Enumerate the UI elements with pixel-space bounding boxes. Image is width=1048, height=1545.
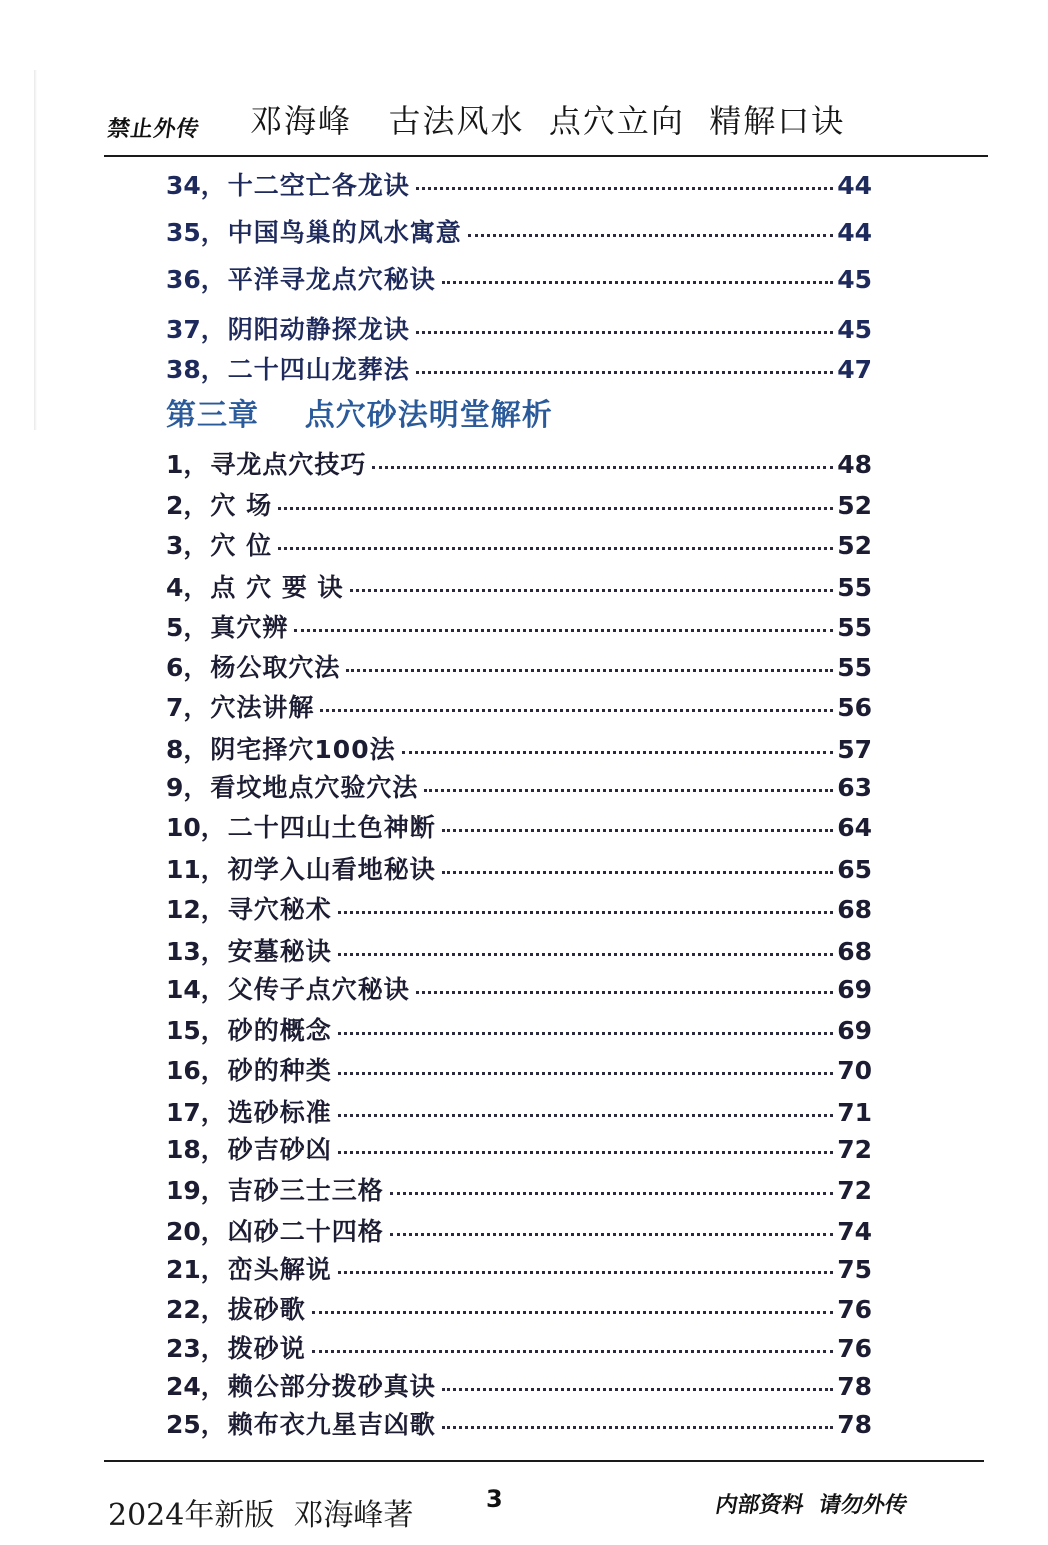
- toc-entry: [166, 486, 872, 522]
- toc-entry-number: 8，: [166, 735, 209, 764]
- toc-dot-leader: [338, 953, 833, 956]
- toc-dot-leader: [346, 669, 833, 672]
- toc-entry: [166, 1212, 872, 1248]
- toc-entry-page: 72: [837, 1176, 872, 1205]
- footer-notice: 内部资料 请勿外传: [713, 1492, 910, 1518]
- toc-entry: [166, 350, 872, 386]
- toc-entry-number: 35，: [166, 218, 226, 247]
- toc-entry: [166, 526, 872, 562]
- toc-entry: [166, 648, 872, 684]
- toc-entry: [166, 688, 872, 724]
- toc-entry-page: 68: [837, 895, 872, 924]
- toc-entry-number: 5，: [166, 613, 209, 642]
- toc-dot-leader: [416, 991, 833, 994]
- toc-entry-number: 20，: [166, 1217, 226, 1246]
- toc-entry-title: 赖布衣九星吉凶歌: [227, 1410, 436, 1439]
- toc-dot-leader: [338, 1151, 833, 1154]
- toc-dot-leader: [294, 629, 833, 632]
- toc-entry: [166, 850, 872, 886]
- toc-entry-title: 穴法讲解: [210, 693, 315, 722]
- toc-entry: [166, 1367, 872, 1403]
- toc-entry-page: 52: [837, 491, 872, 520]
- header-title: 邓海峰 古法风水 点穴立向 精解口诀: [250, 102, 846, 140]
- toc-entry-title: 穴 位: [210, 531, 273, 560]
- toc-dot-leader: [312, 1350, 833, 1353]
- toc-dot-leader: [442, 829, 833, 832]
- toc-entry-page: 48: [837, 450, 872, 479]
- toc-entry-page: 71: [837, 1098, 872, 1127]
- toc-entry-page: 74: [837, 1217, 872, 1246]
- toc-dot-leader: [320, 709, 833, 712]
- toc-entry: [166, 1250, 872, 1286]
- toc-entry-number: 11，: [166, 855, 226, 884]
- toc-entry: [166, 808, 872, 844]
- toc-entry-page: 47: [837, 355, 872, 384]
- toc-dot-leader: [350, 589, 834, 592]
- toc-entry-title: 二十四山土色神断: [227, 813, 436, 842]
- toc-entry-page: 56: [837, 693, 872, 722]
- toc-entry-page: 63: [837, 773, 872, 802]
- toc-entry-page: 55: [837, 653, 872, 682]
- toc-dot-leader: [402, 751, 834, 754]
- toc-entry: [166, 970, 872, 1006]
- toc-entry-title: 选砂标准: [227, 1098, 332, 1127]
- toc-entry-number: 2，: [166, 491, 209, 520]
- toc-entry-title: 砂吉砂凶: [227, 1135, 332, 1164]
- toc-entry-title: 砂的概念: [227, 1016, 332, 1045]
- toc-entry-page: 69: [837, 975, 872, 1004]
- footer-rule: [104, 1460, 984, 1462]
- toc-entry-page: 69: [837, 1016, 872, 1045]
- toc-dot-leader: [442, 1426, 833, 1429]
- toc-dot-leader: [338, 1072, 833, 1075]
- toc-entry-title: 寻穴秘术: [227, 895, 332, 924]
- toc-entry-page: 65: [837, 855, 872, 884]
- toc-entry: [166, 1051, 872, 1087]
- toc-entry-number: 15，: [166, 1016, 226, 1045]
- toc-entry-title: 安墓秘诀: [227, 937, 332, 966]
- toc-entry-number: 23，: [166, 1334, 226, 1363]
- toc-entry: [166, 1171, 872, 1207]
- toc-entry-title: 吉砂三士三格: [227, 1176, 384, 1205]
- toc-entry-page: 55: [837, 573, 872, 602]
- toc-dot-leader: [416, 331, 833, 334]
- toc-entry: [166, 1290, 872, 1326]
- toc-entry-number: 37，: [166, 315, 226, 344]
- toc-entry: [166, 1130, 872, 1166]
- toc-entry-page: 68: [837, 937, 872, 966]
- header-stamp: 禁止外传: [105, 116, 202, 142]
- toc-dot-leader: [338, 1271, 833, 1274]
- toc-entry-page: 78: [837, 1372, 872, 1401]
- toc-entry-page: 45: [837, 265, 872, 294]
- page-number: 3: [486, 1485, 503, 1513]
- toc-entry-title: 砂的种类: [227, 1056, 332, 1085]
- toc-entry-number: 1，: [166, 450, 209, 479]
- toc-entry-page: 44: [837, 171, 872, 200]
- toc-dot-leader: [416, 371, 833, 374]
- toc-entry-page: 55: [837, 613, 872, 642]
- toc-entry-number: 4，: [166, 573, 209, 602]
- toc-entry: [166, 1093, 872, 1129]
- toc-entry-page: 75: [837, 1255, 872, 1284]
- toc-entry: [166, 1405, 872, 1441]
- toc-entry-number: 7，: [166, 693, 209, 722]
- toc-entry-number: 9，: [166, 773, 209, 802]
- toc-entry-page: 45: [837, 315, 872, 344]
- toc-entry-number: 18，: [166, 1135, 226, 1164]
- toc-entry-number: 10，: [166, 813, 226, 842]
- toc-entry: [166, 608, 872, 644]
- toc-entry-number: 38，: [166, 355, 226, 384]
- toc-entry-title: 赖公部分拨砂真诀: [227, 1372, 436, 1401]
- toc-dot-leader: [424, 789, 833, 792]
- toc-dot-leader: [278, 507, 833, 510]
- toc-entry-page: 64: [837, 813, 872, 842]
- toc-entry-number: 14，: [166, 975, 226, 1004]
- toc-entry: [166, 166, 872, 202]
- toc-dot-leader: [372, 466, 833, 469]
- header-rule: [104, 155, 988, 157]
- toc-entry-number: 13，: [166, 937, 226, 966]
- toc-entry-number: 12，: [166, 895, 226, 924]
- toc-entry-title: 穴 场: [210, 491, 273, 520]
- toc-entry-page: 70: [837, 1056, 872, 1085]
- page-edge-shadow: [34, 70, 37, 430]
- toc-dot-leader: [338, 1032, 833, 1035]
- toc-entry-number: 16，: [166, 1056, 226, 1085]
- toc-entry: [166, 260, 872, 296]
- footer-edition: 2024年新版 邓海峰著: [108, 1498, 414, 1533]
- toc-entry-number: 6，: [166, 653, 209, 682]
- toc-entry-page: 76: [837, 1334, 872, 1363]
- toc-dot-leader: [442, 871, 833, 874]
- toc-entry-title: 点 穴 要 诀: [210, 573, 344, 602]
- toc-entry-number: 21，: [166, 1255, 226, 1284]
- toc-entry-title: 父传子点穴秘诀: [227, 975, 410, 1004]
- toc-entry-title: 拔砂歌: [227, 1295, 306, 1324]
- toc-entry-page: 44: [837, 218, 872, 247]
- toc-dot-leader: [442, 1388, 833, 1391]
- toc-entry: [166, 932, 872, 968]
- toc-entry-title: 拨砂说: [227, 1334, 306, 1363]
- toc-entry: [166, 1329, 872, 1365]
- toc-entry-page: 57: [837, 735, 872, 764]
- toc-dot-leader: [338, 1114, 833, 1117]
- toc-entry-number: 3，: [166, 531, 209, 560]
- toc-entry-title: 真穴辨: [210, 613, 289, 642]
- toc-entry: [166, 890, 872, 926]
- toc-entry-title: 平洋寻龙点穴秘诀: [227, 265, 436, 294]
- toc-dot-leader: [468, 234, 833, 237]
- toc-entry: [166, 730, 872, 766]
- toc-dot-leader: [338, 911, 833, 914]
- toc-entry-number: 22，: [166, 1295, 226, 1324]
- toc-dot-leader: [416, 187, 833, 190]
- toc-entry-page: 72: [837, 1135, 872, 1164]
- toc-dot-leader: [278, 547, 833, 550]
- toc-entry-title: 中国鸟巢的风水寓意: [227, 218, 462, 247]
- toc-dot-leader: [442, 281, 833, 284]
- toc-entry-number: 34，: [166, 171, 226, 200]
- toc-entry-number: 17，: [166, 1098, 226, 1127]
- toc-entry-title: 二十四山龙葬法: [227, 355, 410, 384]
- toc-entry: [166, 768, 872, 804]
- toc-entry-title: 十二空亡各龙诀: [227, 171, 410, 200]
- toc-entry-title: 寻龙点穴技巧: [210, 450, 367, 479]
- toc-entry-title: 杨公取穴法: [210, 653, 341, 682]
- toc-entry-page: 78: [837, 1410, 872, 1439]
- toc-entry-number: 24，: [166, 1372, 226, 1401]
- toc-entry: [166, 568, 872, 604]
- toc-entry-number: 36，: [166, 265, 226, 294]
- chapter-heading: 第三章 点穴砂法明堂解析: [166, 398, 553, 433]
- toc-entry-title: 看坟地点穴验穴法: [210, 773, 419, 802]
- toc-entry-title: 阴宅择穴100法: [210, 735, 396, 764]
- toc-entry: [166, 310, 872, 346]
- toc-dot-leader: [390, 1192, 833, 1195]
- toc-entry-number: 25，: [166, 1410, 226, 1439]
- toc-entry: [166, 213, 872, 249]
- toc-entry-page: 76: [837, 1295, 872, 1324]
- toc-entry-title: 阴阳动静探龙诀: [227, 315, 410, 344]
- toc-dot-leader: [312, 1311, 833, 1314]
- toc-dot-leader: [390, 1233, 833, 1236]
- toc-entry-page: 52: [837, 531, 872, 560]
- toc-entry: [166, 445, 872, 481]
- toc-entry: [166, 1011, 872, 1047]
- toc-entry-title: 峦头解说: [227, 1255, 332, 1284]
- toc-entry-number: 19，: [166, 1176, 226, 1205]
- toc-entry-title: 初学入山看地秘诀: [227, 855, 436, 884]
- toc-entry-title: 凶砂二十四格: [227, 1217, 384, 1246]
